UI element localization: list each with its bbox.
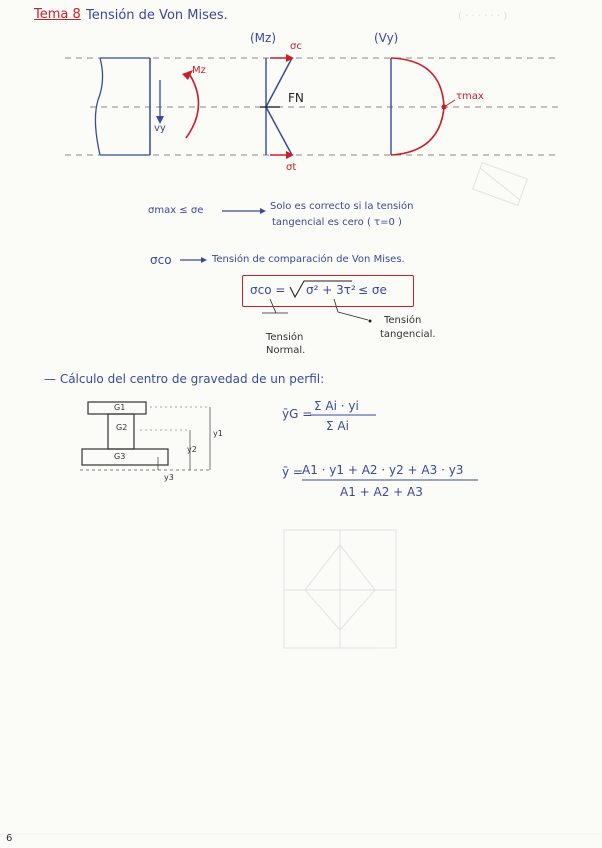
beam-break-line	[95, 58, 102, 155]
g2-label: G2	[116, 423, 128, 432]
tangential-stress-label-2: tangencial.	[380, 329, 436, 340]
note-line-1: Solo es correcto si la tensión	[270, 201, 414, 212]
centroid-formula-2-numerator: A1 · y1 + A2 · y2 + A3 · y3	[302, 463, 464, 477]
centroid-formula-2-denominator: A1 + A2 + A3	[340, 485, 423, 499]
centroid-formula-2-lhs: ȳ =	[282, 465, 303, 479]
g3-label: G3	[114, 452, 126, 461]
y1-label: y1	[213, 429, 223, 438]
moment-column-header: (Mz)	[250, 31, 277, 45]
formula-rhs: ≤ σe	[358, 283, 387, 297]
shear-parabola	[391, 58, 444, 155]
centroid-heading: — Cálculo del centro de gravedad de un perfil:	[44, 372, 325, 386]
tau-max-label: τmax	[456, 91, 484, 102]
note-line-2: tangencial es cero ( τ=0 )	[272, 217, 402, 228]
y3-label: y3	[164, 473, 174, 482]
centroid-formula-1-denominator: Σ Ai	[326, 419, 349, 433]
formula-lhs: σco =	[250, 283, 286, 297]
tangential-stress-label-1: Tensión	[384, 315, 422, 326]
moment-label: Mz	[192, 65, 206, 76]
comparison-symbol: σco	[150, 253, 172, 267]
centroid-formula-1-lhs: ȳG =	[282, 407, 313, 421]
page-title: Tensión de Von Mises.	[86, 8, 228, 23]
sigma-c-label: σc	[290, 41, 302, 52]
shear-label: vy	[154, 123, 166, 134]
sigma-t-label: σt	[286, 162, 297, 173]
normal-stress-label-1: Tensión	[266, 332, 304, 343]
moment-arrow	[186, 72, 199, 138]
tension-line	[266, 107, 292, 155]
comparison-description: Tensión de comparación de Von Mises.	[212, 254, 405, 265]
neutral-fiber-label: FN	[288, 91, 304, 105]
y2-label: y2	[187, 445, 197, 454]
shear-column-header: (Vy)	[374, 31, 399, 45]
page-number: 6	[6, 833, 13, 844]
bleed-through-text: ( · · · · · · )	[458, 11, 508, 22]
normal-stress-label-2: Normal.	[266, 345, 306, 356]
max-stress-condition: σmax ≤ σe	[148, 205, 204, 216]
centroid-formula-1-numerator: Σ Ai · yi	[314, 399, 359, 413]
g1-label: G1	[114, 403, 126, 412]
topic-label: Tema 8	[34, 7, 81, 22]
formula-radicand: σ² + 3τ²	[306, 283, 356, 297]
